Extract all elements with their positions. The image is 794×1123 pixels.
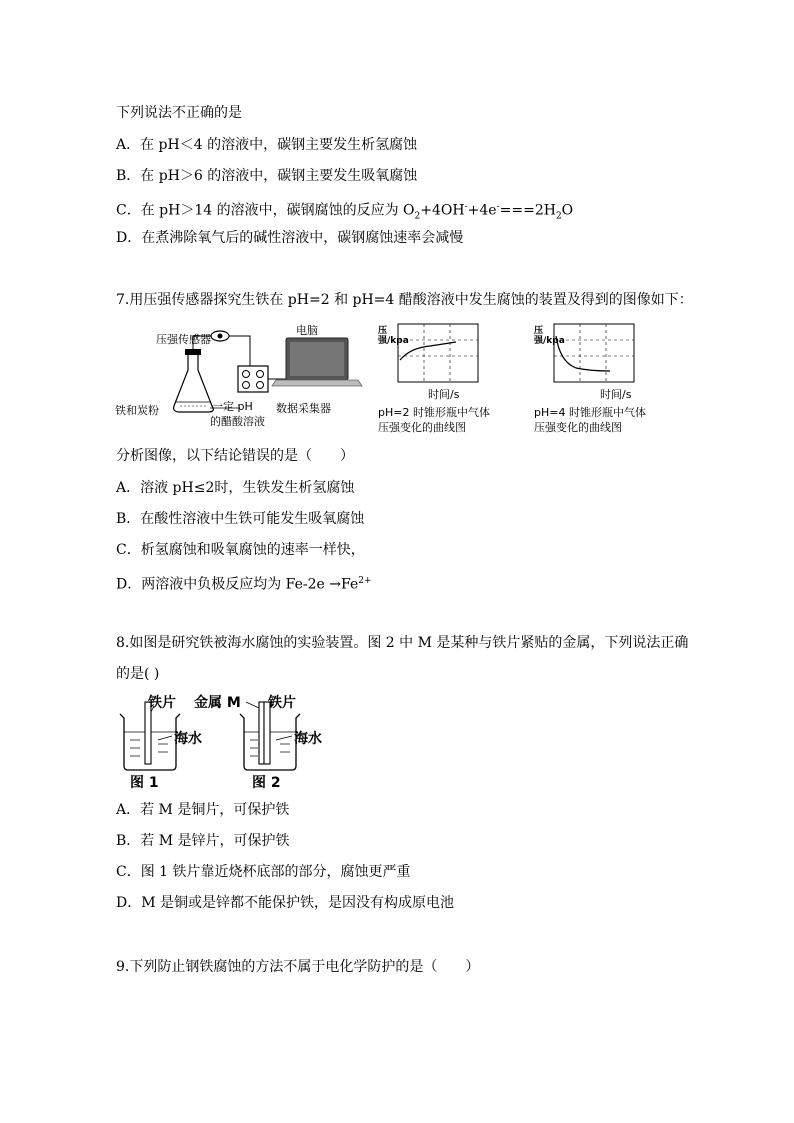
label-pressure-sensor: 压强传感器 — [156, 333, 211, 346]
q7-option-d: D．两溶液中负极反应均为 $Fe-2e \to Fe^{2+}$ — [116, 576, 372, 593]
graph1-xlabel: 时间/s — [428, 388, 460, 401]
label-computer: 电脑 — [296, 324, 318, 337]
graph2-ylabel: 压强/kpa — [534, 326, 565, 346]
graph2-caption-1: pH=4 时锥形瓶中气体 — [534, 406, 646, 419]
label-seawater-1: 海水 — [174, 731, 202, 747]
q6-option-d: D．在煮沸除氧气后的碱性溶液中，碳钢腐蚀速率会减慢 — [116, 230, 464, 246]
q7-option-b: B．在酸性溶液中生铁可能发生吸氧腐蚀 — [116, 511, 365, 527]
q7-stem: 7.用压强传感器探究生铁在 pH=2 和 pH=4 醋酸溶液中发生腐蚀的装置及得到的图像如下： — [116, 292, 693, 308]
label-solution-1: 一定 pH — [212, 400, 253, 413]
label-iron-sheet-1: 铁片 — [148, 695, 176, 711]
q7-option-c: C．析氢腐蚀和吸氧腐蚀的速率一样快， — [116, 542, 365, 558]
q6-stem: 下列说法不正确的是 — [116, 105, 242, 121]
q7-apparatus-figure — [110, 318, 670, 443]
label-seawater-2: 海水 — [294, 731, 322, 747]
q7-prompt: 分析图像，以下结论错误的是（ ） — [116, 448, 354, 464]
q8-beaker-figure — [116, 690, 346, 790]
q6-option-c: C．在 pH＞14 的溶液中，碳钢腐蚀的反应为 $O_2+4OH^-+4e^-===2H_2O$ — [116, 202, 574, 222]
q8-stem-line-2: 的是( ) — [116, 666, 160, 682]
label-iron-sheet-2: 铁片 — [268, 695, 296, 711]
label-solution-2: 的醋酸溶液 — [210, 415, 265, 428]
label-metal-m: 金属 M — [194, 695, 241, 711]
graph2-caption-2: 压强变化的曲线图 — [534, 421, 622, 434]
q6-option-b: B．在 pH＞6 的溶液中，碳钢主要发生吸氧腐蚀 — [116, 168, 418, 184]
graph2-xlabel: 时间/s — [600, 388, 632, 401]
label-data-collector: 数据采集器 — [276, 402, 331, 415]
label-iron-carbon: 铁和炭粉 — [115, 404, 159, 417]
q8-option-b: B．若 M 是锌片，可保护铁 — [116, 833, 290, 849]
graph1-caption-2: 压强变化的曲线图 — [378, 421, 466, 434]
q6-option-a: A．在 pH＜4 的溶液中，碳钢主要发生析氢腐蚀 — [116, 137, 418, 153]
q8-stem-line-1: 8.如图是研究铁被海水腐蚀的实验装置。图 2 中 M 是某种与铁片紧贴的金属，下列说法正确 — [116, 635, 689, 651]
graph1-ylabel: 压强/kpa — [378, 326, 409, 346]
q8-option-c: C．图 1 铁片靠近烧杯底部的部分，腐蚀更严重 — [116, 864, 411, 880]
q7-option-a: A．溶液 pH≤2时，生铁发生析氢腐蚀 — [116, 480, 355, 496]
q8-option-d: D．M 是铜或是锌都不能保护铁，是因没有构成原电池 — [116, 895, 455, 911]
label-fig-2: 图 2 — [252, 775, 281, 791]
q8-option-a: A．若 M 是铜片，可保护铁 — [116, 802, 290, 818]
q9-stem: 9.下列防止钢铁腐蚀的方法不属于电化学防护的是（ ） — [116, 959, 480, 975]
graph1-caption-1: pH=2 时锥形瓶中气体 — [378, 406, 490, 419]
label-fig-1: 图 1 — [130, 775, 159, 791]
